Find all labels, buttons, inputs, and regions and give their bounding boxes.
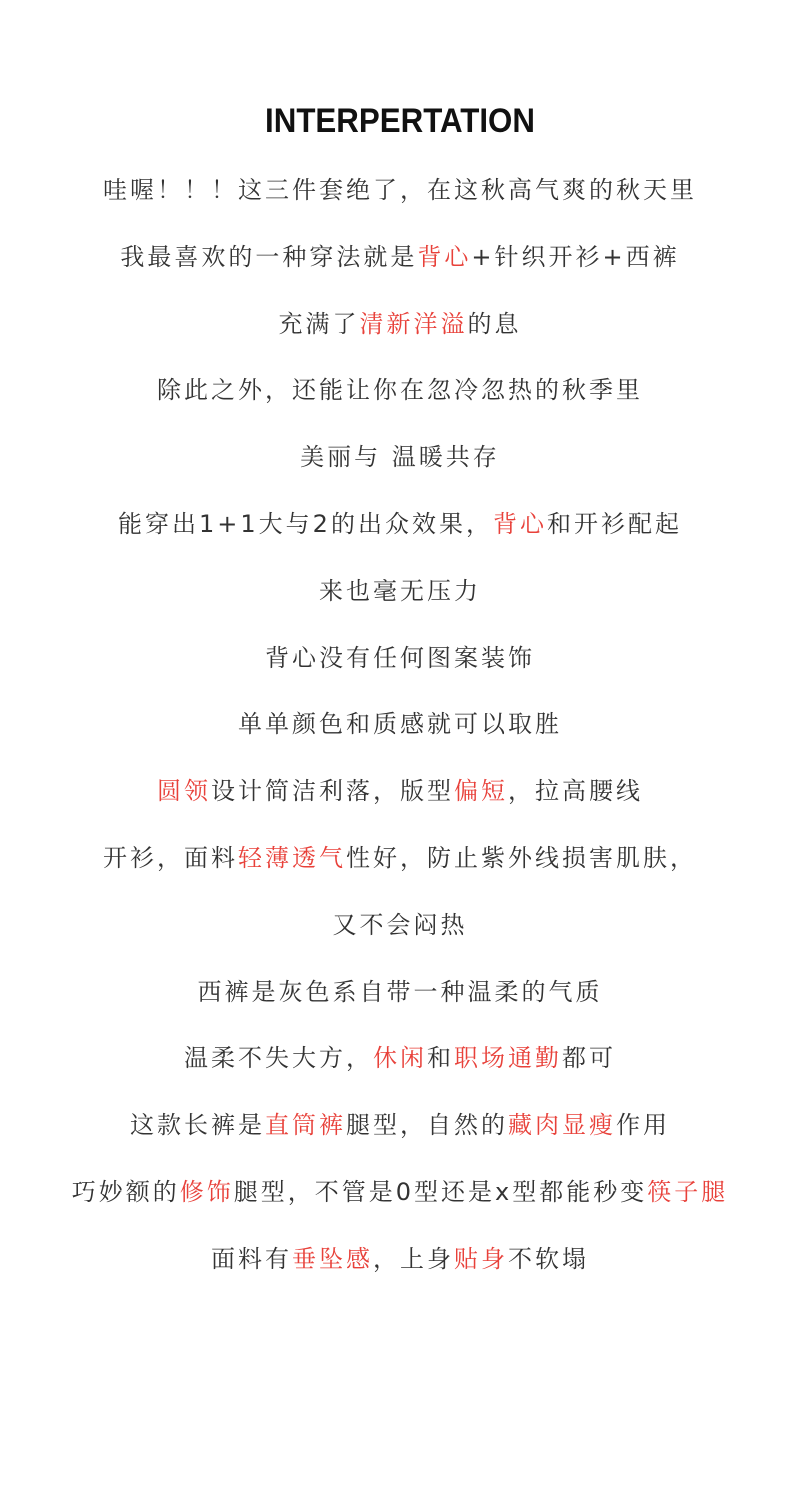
text-segment: 和 xyxy=(427,1044,454,1073)
text-segment: 设计简洁利落，版型 xyxy=(211,777,454,806)
text-line xyxy=(0,769,800,836)
text-segment: ，拉高腰线 xyxy=(508,777,643,806)
text-segment: 和开衫配起 xyxy=(546,509,682,538)
text-segment: 温柔不失大方， xyxy=(184,1044,373,1073)
text-segment: 背心没有任何图案装饰 xyxy=(265,643,535,672)
highlighted-phrase: 休闲 xyxy=(373,1044,427,1073)
text-segment: 开衫，面料 xyxy=(103,843,238,872)
text-line xyxy=(0,235,800,302)
highlighted-phrase: 职场通勤 xyxy=(454,1044,562,1073)
text-segment: 西裤是灰色系自带一种温柔的气质 xyxy=(197,977,603,1006)
text-line xyxy=(0,569,800,636)
text-line xyxy=(0,1036,800,1103)
text-segment: 哇喔！！！这三件套绝了，在这秋高气爽的秋天里 xyxy=(103,176,697,204)
highlighted-phrase: 垂坠感 xyxy=(292,1244,373,1273)
text-line xyxy=(0,368,800,435)
highlighted-phrase: 筷子腿 xyxy=(647,1177,729,1206)
page-title: INTERPERTATION xyxy=(265,102,535,140)
highlighted-phrase: 轻薄透气 xyxy=(238,843,346,872)
text-segment: 充满了 xyxy=(278,309,360,338)
text-line xyxy=(0,302,800,369)
text-segment: ，上身 xyxy=(373,1244,454,1273)
text-segment: 单单颜色和质感就可以取胜 xyxy=(238,710,562,739)
text-segment: 我最喜欢的一种穿法就是 xyxy=(120,242,418,271)
text-segment: 除此之外，还能让你在忽冷忽热的秋季里 xyxy=(157,376,643,405)
text-segment: 腿型，不管是0型还是x型都能秒变 xyxy=(233,1177,648,1206)
text-segment: +针织开衫+西裤 xyxy=(471,242,680,271)
text-line xyxy=(0,836,800,903)
text-segment: 来也毫无压力 xyxy=(319,576,481,605)
text-segment: 都可 xyxy=(562,1044,616,1073)
text-segment: 性好，防止紫外线损害肌肤， xyxy=(346,843,697,872)
highlighted-phrase: 藏肉显瘦 xyxy=(508,1111,616,1140)
highlighted-phrase: 圆领 xyxy=(157,777,211,806)
text-line xyxy=(0,903,800,970)
text-segment: 不软塌 xyxy=(508,1244,589,1273)
text-line xyxy=(0,702,800,769)
highlighted-phrase: 偏短 xyxy=(454,777,508,806)
highlighted-phrase: 背心 xyxy=(492,509,547,538)
text-line xyxy=(0,168,800,235)
text-line xyxy=(0,435,800,502)
text-segment: 能穿出1+1大与2的出众效果， xyxy=(118,509,493,538)
text-line xyxy=(0,1170,800,1237)
highlighted-phrase: 清新洋溢 xyxy=(359,309,468,338)
highlighted-phrase: 背心 xyxy=(417,242,472,271)
text-segment: 又不会闷热 xyxy=(332,910,468,939)
text-line xyxy=(0,636,800,703)
highlighted-phrase: 直筒裤 xyxy=(265,1111,346,1140)
highlighted-phrase: 修饰 xyxy=(179,1177,234,1206)
text-line xyxy=(0,502,800,569)
text-line xyxy=(0,1103,800,1170)
text-line xyxy=(0,1237,800,1304)
text-segment: 作用 xyxy=(616,1111,670,1140)
description-text-block xyxy=(0,168,800,1304)
text-segment: 腿型，自然的 xyxy=(346,1111,508,1140)
text-segment: 的息 xyxy=(467,309,522,338)
text-line xyxy=(0,970,800,1037)
text-segment: 这款长裤是 xyxy=(130,1111,265,1140)
text-segment: 巧妙额的 xyxy=(71,1177,180,1206)
highlighted-phrase: 贴身 xyxy=(454,1244,508,1273)
text-segment: 面料有 xyxy=(211,1244,292,1273)
text-segment: 美丽与 温暖共存 xyxy=(300,443,500,472)
